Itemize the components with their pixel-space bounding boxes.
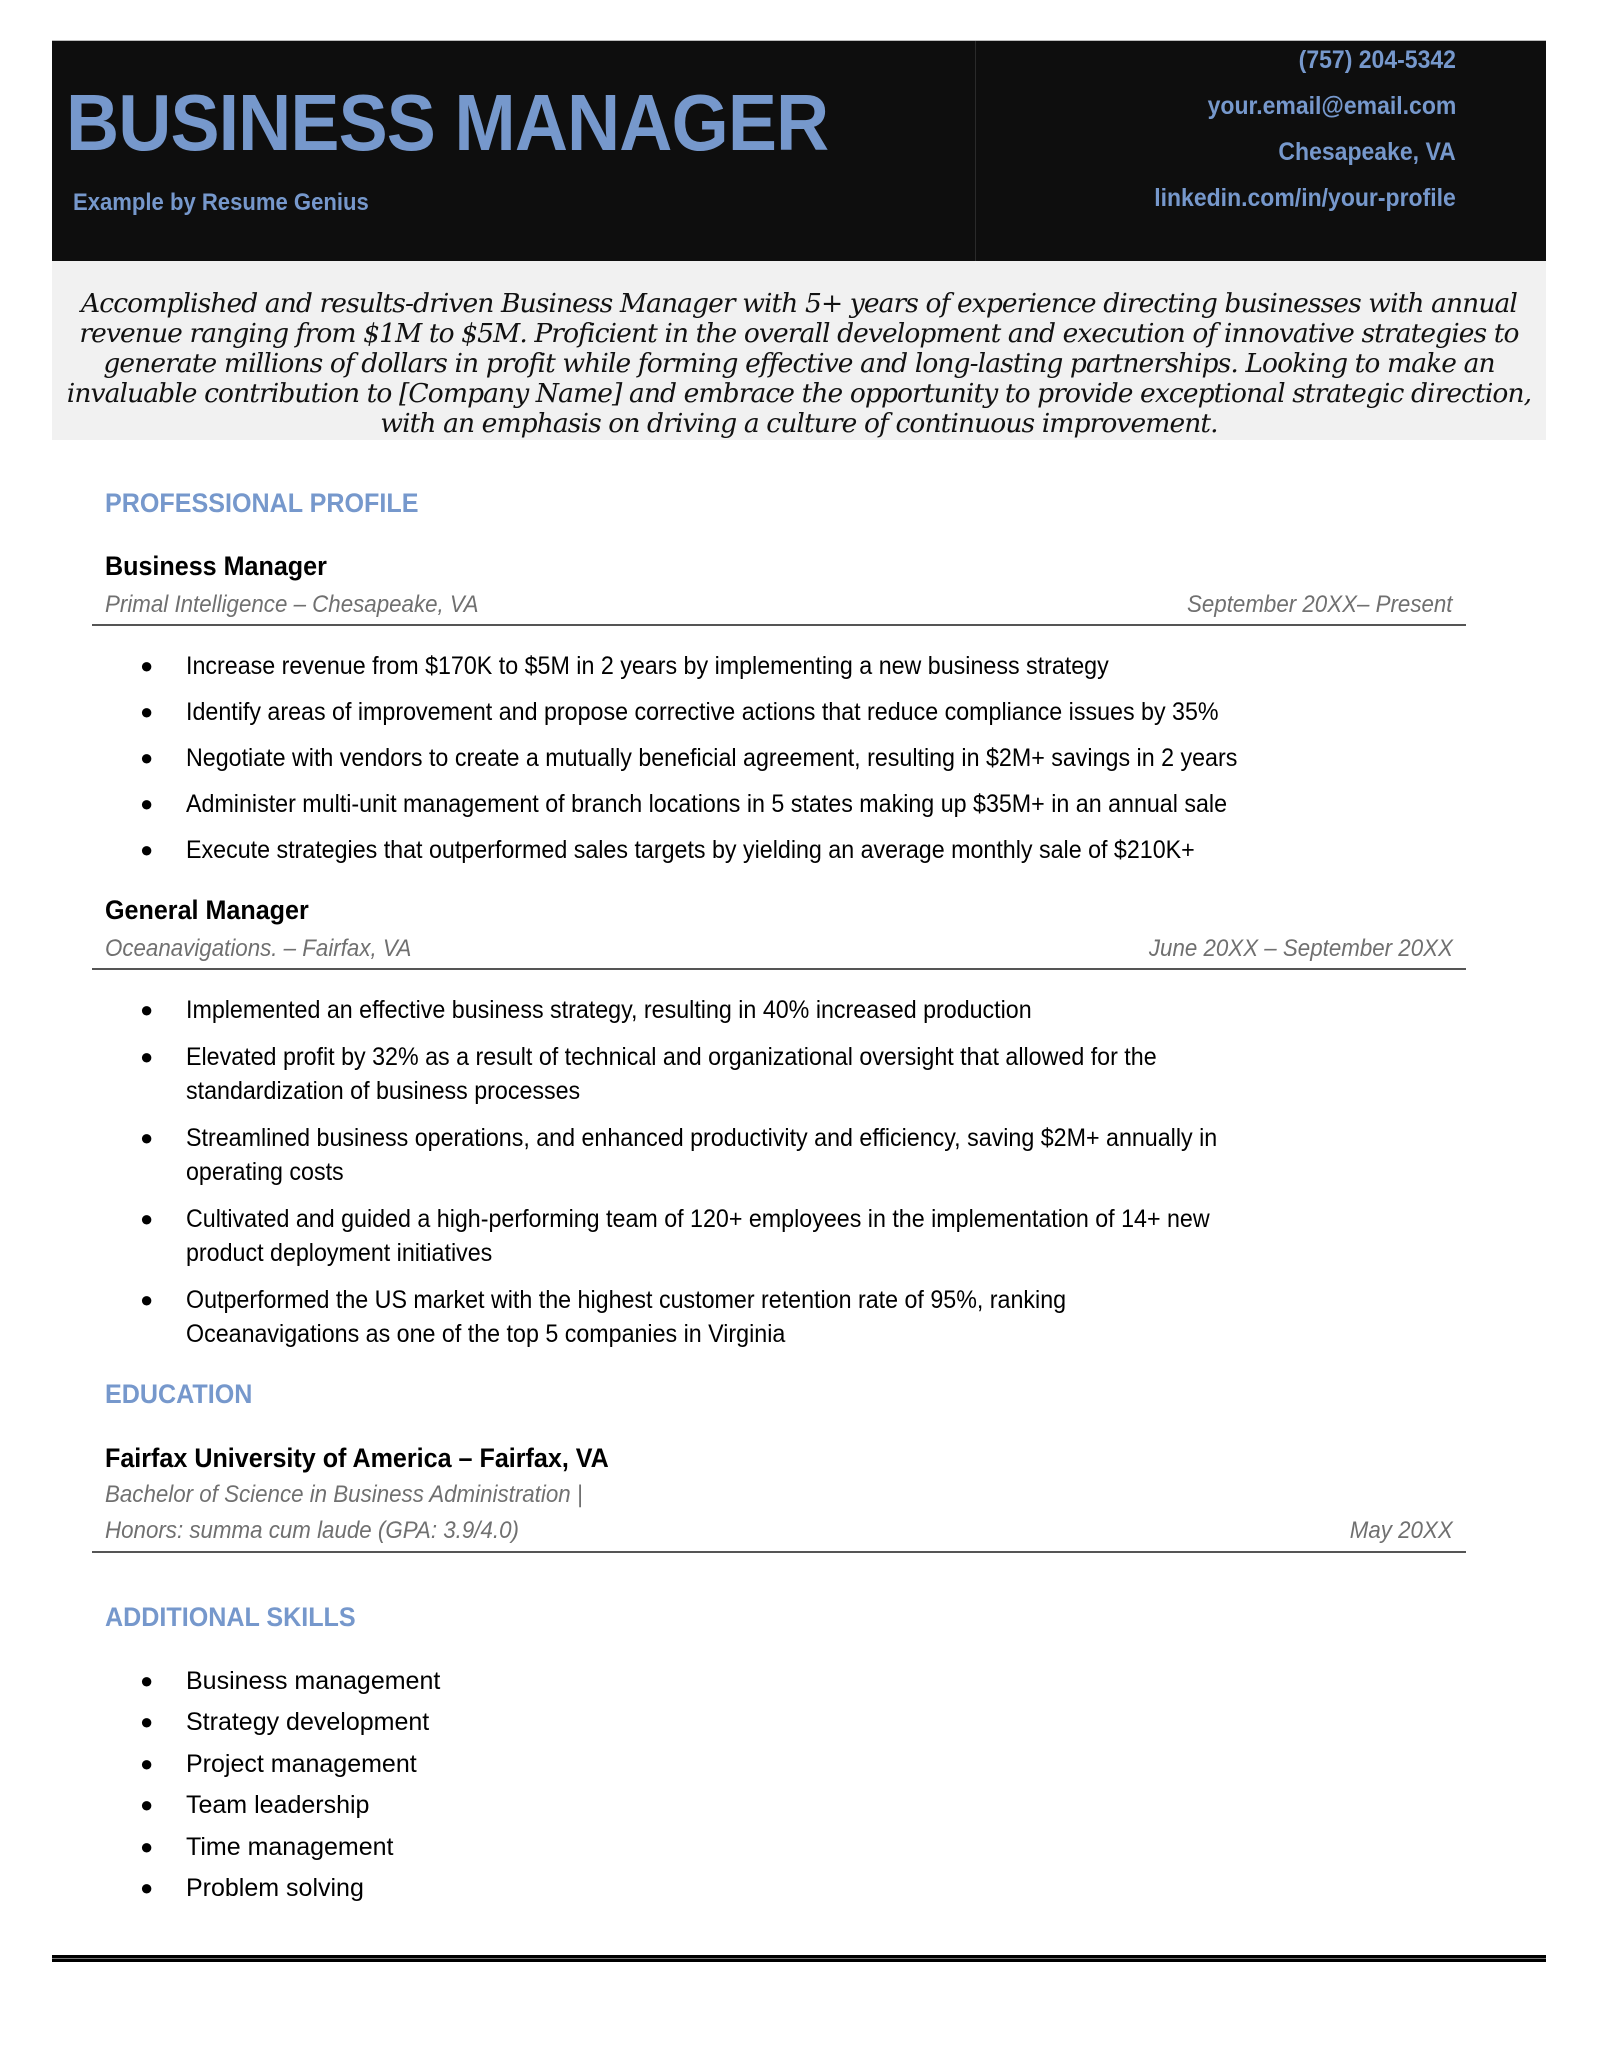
resume-title: BUSINESS MANAGER bbox=[66, 78, 829, 167]
contact-location: Chesapeake, VA bbox=[1278, 138, 1456, 166]
section-title-profile: PROFESSIONAL PROFILE bbox=[105, 488, 419, 518]
skill-item: ● Team leadership bbox=[140, 1788, 369, 1822]
job-dates: September 20XX– Present bbox=[1187, 591, 1453, 618]
bullet-icon: ● bbox=[140, 699, 154, 724]
skill-item: ● Problem solving bbox=[140, 1871, 364, 1905]
summary-box bbox=[52, 261, 1546, 440]
job-bullet: ● Administer multi-unit management of branch locations in 5 states making up $35M+ in an annual sale bbox=[140, 787, 1400, 821]
resume-subtitle: Example by Resume Genius bbox=[73, 189, 369, 216]
bullet-icon: ● bbox=[140, 1834, 154, 1859]
education-date: May 20XX bbox=[1350, 1517, 1453, 1544]
contact-phone: (757) 204-5342 bbox=[1298, 46, 1456, 74]
job-company: Oceanavigations. – Fairfax, VA bbox=[105, 935, 412, 962]
summary-text: Accomplished and results-driven Business Manager with 5+ years of experience directing businesses with annual revenue ranging from $1M to $5M. Proficient in the overall development and execution of innovative strategies to generate millions of dollars in profit while forming effective and long-lasting partnerships. Looking to make an invaluable contribution to [Company Name] and embrace the opportunity to provide exceptional strategic direction, with an emphasis on driving a culture of continuous improvement. bbox=[66, 288, 1532, 439]
bullet-icon: ● bbox=[140, 1206, 154, 1231]
job-bullet: ● Implemented an effective business strategy, resulting in 40% increased production bbox=[140, 993, 1400, 1027]
bullet-icon: ● bbox=[140, 1751, 154, 1776]
job-bullet: ● Increase revenue from $170K to $5M in 2 years by implementing a new business strategy bbox=[140, 649, 1400, 683]
skill-item: ● Business management bbox=[140, 1664, 440, 1698]
skill-item: ● Strategy development bbox=[140, 1705, 429, 1739]
footer-rule bbox=[52, 1955, 1546, 1962]
resume-header bbox=[52, 40, 1546, 262]
bullet-icon: ● bbox=[140, 837, 154, 862]
job-divider bbox=[92, 624, 1466, 626]
bullet-icon: ● bbox=[140, 1044, 154, 1069]
section-title-education: EDUCATION bbox=[105, 1379, 253, 1409]
bullet-icon: ● bbox=[140, 791, 154, 816]
job-bullet: ● Execute strategies that outperformed sales targets by yielding an average monthly sale of $210K+ bbox=[140, 833, 1400, 867]
section-title-skills: ADDITIONAL SKILLS bbox=[105, 1602, 356, 1632]
bullet-icon: ● bbox=[140, 1875, 154, 1900]
job-bullet: ● Outperformed the US market with the highest customer retention rate of 95%, ranking Oceanavigations as one of the top 5 companies in Virginia bbox=[140, 1283, 1220, 1351]
education-school: Fairfax University of America – Fairfax, VA bbox=[105, 1443, 609, 1473]
bullet-icon: ● bbox=[140, 1287, 154, 1312]
bullet-icon: ● bbox=[140, 1792, 154, 1817]
contact-email[interactable]: your.email@email.com bbox=[1207, 92, 1456, 120]
education-divider bbox=[92, 1551, 1466, 1553]
job-bullet: ● Cultivated and guided a high-performing team of 120+ employees in the implementation of 14+ new product deployment initiatives bbox=[140, 1202, 1330, 1270]
bullet-icon: ● bbox=[140, 1125, 154, 1150]
bullet-icon: ● bbox=[140, 1709, 154, 1734]
job-company: Primal Intelligence – Chesapeake, VA bbox=[105, 591, 479, 618]
bullet-icon: ● bbox=[140, 1668, 154, 1693]
job-dates: June 20XX – September 20XX bbox=[1148, 935, 1453, 962]
job-title: General Manager bbox=[105, 895, 309, 925]
job-bullet: ● Negotiate with vendors to create a mutually beneficial agreement, resulting in $2M+ savings in 2 years bbox=[140, 741, 1400, 775]
job-bullet: ● Elevated profit by 32% as a result of technical and organizational oversight that allowed for the standardization of business processes bbox=[140, 1040, 1330, 1108]
job-title: Business Manager bbox=[105, 551, 327, 581]
bullet-icon: ● bbox=[140, 745, 154, 770]
skill-item: ● Project management bbox=[140, 1747, 417, 1781]
education-degree: Bachelor of Science in Business Administration | bbox=[105, 1481, 583, 1508]
job-bullet: ● Streamlined business operations, and enhanced productivity and efficiency, saving $2M+ annually in operating costs bbox=[140, 1121, 1330, 1189]
job-divider bbox=[92, 968, 1466, 970]
job-bullet: ● Identify areas of improvement and propose corrective actions that reduce compliance issues by 35% bbox=[140, 695, 1400, 729]
skill-item: ● Time management bbox=[140, 1830, 394, 1864]
contact-linkedin[interactable]: linkedin.com/in/your-profile bbox=[1154, 184, 1456, 212]
bullet-icon: ● bbox=[140, 997, 154, 1022]
education-honors: Honors: summa cum laude (GPA: 3.9/4.0) bbox=[105, 1517, 519, 1544]
header-divider bbox=[975, 41, 976, 262]
bullet-icon: ● bbox=[140, 653, 154, 678]
